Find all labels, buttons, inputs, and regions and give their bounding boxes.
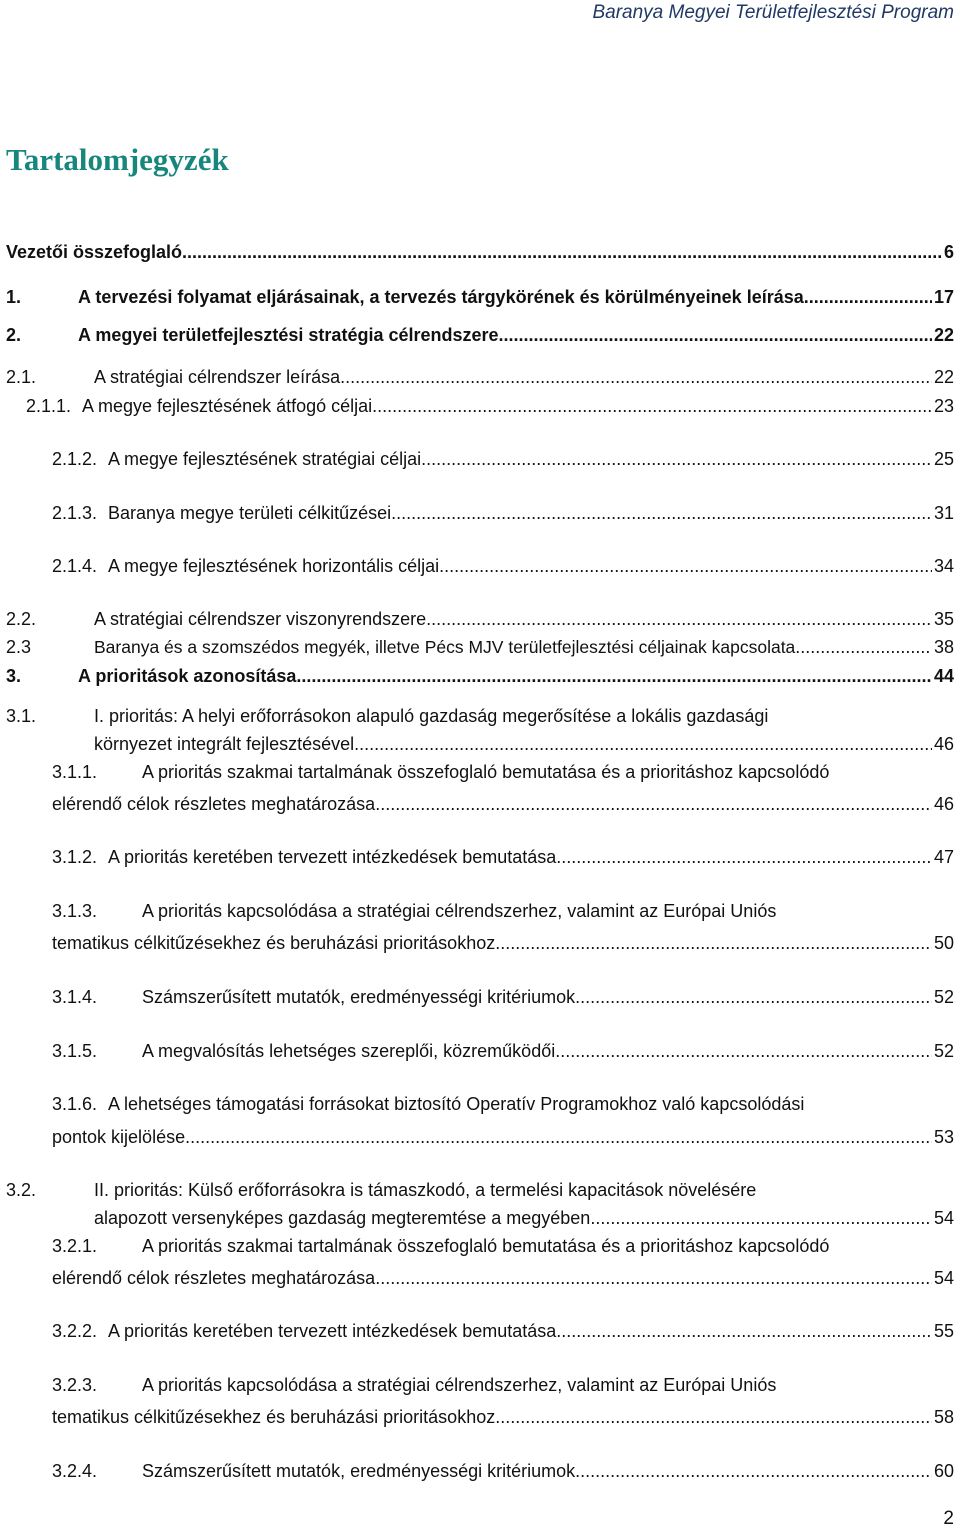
toc-page-number: 22 [933,367,954,387]
toc-leader [296,663,932,689]
toc-entry-text: A megye fejlesztésének stratégiai céljai [108,449,422,469]
toc-entry-text: A prioritás kapcsolódása a stratégiai célrendszerhez, valamint az Európai Uniós [142,901,777,921]
toc-entry-text: A tervezési folyamat eljárásainak, a tervezés tárgykörének és körülményeinek leírása [78,287,804,307]
toc-leader [439,553,932,579]
toc-entry-text-continued: elérendő célok részletes meghatározása [52,794,376,814]
toc-entry-first-line[interactable] [52,1233,829,1259]
toc-entry[interactable] [6,634,954,660]
toc-entry[interactable] [52,930,954,956]
toc-entry[interactable] [52,446,954,472]
toc-entry-number: 3.1.4. [52,987,98,1007]
toc-entry[interactable] [52,844,954,870]
toc-entry-text: Számszerűsített mutatók, eredményességi kritériumok [142,1461,576,1481]
toc-entry[interactable] [52,1404,954,1430]
toc-page-number: 25 [933,449,954,469]
toc-entry[interactable] [6,284,954,310]
toc-entry-text: A prioritások azonosítása [78,666,297,686]
toc-entry-text-continued: tematikus célkitűzésekhez és beruházási prioritásokhoz [52,1407,496,1427]
toc-entry-text: Baranya és a szomszédos megyék, illetve Pécs MJV területfejlesztési céljainak kapcsolata [94,637,796,657]
toc-entry-text: A prioritás keretében tervezett intézkedések bemutatása [108,1321,557,1341]
toc-entry[interactable] [52,984,954,1010]
toc-entry-number: 2.1.1. [26,396,72,416]
toc-entry-text-continued: környezet integrált fejlesztésével [94,734,355,754]
toc-page-number: 23 [933,396,954,416]
toc-leader [426,606,932,632]
toc-entry[interactable] [94,731,954,757]
toc-entry-number: 3.2.4. [52,1461,98,1481]
toc-entry[interactable] [52,791,954,817]
toc-entry[interactable] [6,663,954,689]
toc-entry-number: 3.2. [6,1180,37,1200]
toc-entry[interactable] [6,322,954,348]
toc-entry-text: A prioritás kapcsolódása a stratégiai célrendszerhez, valamint az Európai Uniós [142,1375,777,1395]
toc-entry-text: A stratégiai célrendszer leírása [94,367,341,387]
toc-leader [340,364,932,390]
toc-entry-number: 2.1.2. [52,449,98,469]
toc-leader [185,1124,932,1150]
toc-entry-text: II. prioritás: Külső erőforrásokra is támaszkodó, a termelési kapacitások növelésére [94,1180,757,1200]
toc-leader [804,284,932,310]
toc-leader [590,1205,932,1231]
toc-page-number: 54 [933,1268,954,1288]
toc-leader [555,1038,932,1064]
toc-entry[interactable] [52,1124,954,1150]
toc-entry[interactable] [26,393,954,419]
toc-entry-number: 3.2.2. [52,1321,98,1341]
toc-entry-text: A megyei területfejlesztési stratégia célrendszere [78,325,499,345]
toc-page-number: 31 [933,503,954,523]
toc-entry[interactable] [52,1265,954,1291]
toc-entry-number: 1. [6,287,22,307]
toc-page-number: 52 [933,1041,954,1061]
toc-entry[interactable] [52,500,954,526]
toc-entry-text: A prioritás szakmai tartalmának összefoglaló bemutatása és a prioritáshoz kapcsolódó [142,1236,830,1256]
toc-entry-text-continued: elérendő célok részletes meghatározása [52,1268,376,1288]
toc-entry[interactable] [6,606,954,632]
toc-leader [556,844,932,870]
running-header: Baranya Megyei Területfejlesztési Program [592,2,954,23]
toc-leader [391,500,932,526]
toc-entry-number: 3.1.2. [52,847,98,867]
toc-page-number: 38 [933,637,954,657]
toc-entry-text: I. prioritás: A helyi erőforrásokon alapuló gazdaság megerősítése a lokális gazdasági [94,706,769,726]
toc-entry-number: 3. [6,666,22,686]
toc-leader [575,1458,932,1484]
toc-entry-text-continued: pontok kijelölése [52,1127,186,1147]
toc-leader [575,984,932,1010]
toc-leader [499,322,932,348]
page-title: Tartalomjegyzék [6,142,229,177]
toc-entry-number: 3.1.3. [52,901,98,921]
toc-entry[interactable] [52,1318,954,1344]
toc-page-number: 60 [933,1461,954,1481]
toc-entry-text: Baranya megye területi célkitűzései [108,503,392,523]
toc-entry-number: 2.1.4. [52,556,98,576]
toc-entry-text: A megye fejlesztésének horizontális céljai [108,556,440,576]
toc-entry[interactable] [94,1205,954,1231]
toc-page-number: 17 [933,287,954,307]
toc-page-number: 34 [933,556,954,576]
toc-entry-number: 2.2. [6,609,37,629]
toc-page-number: 53 [933,1127,954,1147]
toc-leader [372,393,932,419]
toc-page-number: 35 [933,609,954,629]
toc-page-number: 54 [933,1208,954,1228]
toc-page-number: 50 [933,933,954,953]
footer-page-number: 2 [943,1508,954,1529]
toc-page-number: 46 [933,734,954,754]
toc-entry-number: 3.2.1. [52,1236,98,1256]
toc-entry-number: 2.1.3. [52,503,98,523]
toc-page-number: 44 [933,666,954,686]
toc-leader [795,634,932,660]
toc-entry-text: A lehetséges támogatási forrásokat biztosító Operatív Programokhoz való kapcsolódási [108,1094,805,1114]
toc-entry-text: A stratégiai célrendszer viszonyrendszere [94,609,427,629]
toc-entry-text-continued: alapozott versenyképes gazdaság megteremtése a megyében [94,1208,591,1228]
toc-leader [421,446,932,472]
toc-entry[interactable] [52,1038,954,1064]
toc-leader [375,791,932,817]
toc-entry-first-line[interactable] [52,1372,776,1398]
toc-entry-text: A megye fejlesztésének átfogó céljai [82,396,373,416]
toc-entry-text: A megvalósítás lehetséges szereplői, közreműködői [142,1041,556,1061]
toc-entry-number: 3.1.5. [52,1041,98,1061]
toc-entry-text: A prioritás keretében tervezett intézkedések bemutatása [108,847,557,867]
toc-leader [354,731,932,757]
toc-leader [495,930,932,956]
toc-page-number: 6 [943,242,954,262]
toc-entry-number: 2.1. [6,367,37,387]
toc-page-number: 58 [933,1407,954,1427]
toc-entry[interactable] [52,1458,954,1484]
toc-leader [375,1265,932,1291]
toc-entry-number: 3.2.3. [52,1375,98,1395]
toc-entry-number: 3.1.1. [52,762,98,782]
toc-entry-number: 3.1.6. [52,1094,98,1114]
toc-entry[interactable] [52,553,954,579]
toc-entry[interactable] [6,239,954,265]
toc-entry-first-line[interactable] [52,759,829,785]
toc-entry-text: A prioritás szakmai tartalmának összefoglaló bemutatása és a prioritáshoz kapcsolódó [142,762,830,782]
toc-entry-text-continued: tematikus célkitűzésekhez és beruházási prioritásokhoz [52,933,496,953]
toc-leader [556,1318,932,1344]
toc-entry[interactable] [6,364,954,390]
toc-page-number: 22 [933,325,954,345]
toc-entry-first-line[interactable] [6,703,768,729]
toc-entry-first-line[interactable] [52,1091,804,1117]
toc-entry-text: Számszerűsített mutatók, eredményességi kritériumok [142,987,576,1007]
toc-page-number: 52 [933,987,954,1007]
toc-leader [182,239,942,265]
toc-entry-number: 2.3 [6,637,32,657]
toc-leader [495,1404,932,1430]
toc-entry-first-line[interactable] [52,898,776,924]
toc-page-number: 55 [933,1321,954,1341]
toc-entry-number: 2. [6,325,22,345]
toc-entry-text: Vezetői összefoglaló [6,242,183,262]
toc-page-number: 47 [933,847,954,867]
toc-entry-first-line[interactable] [6,1177,756,1203]
toc-entry-number: 3.1. [6,706,37,726]
toc-page-number: 46 [933,794,954,814]
